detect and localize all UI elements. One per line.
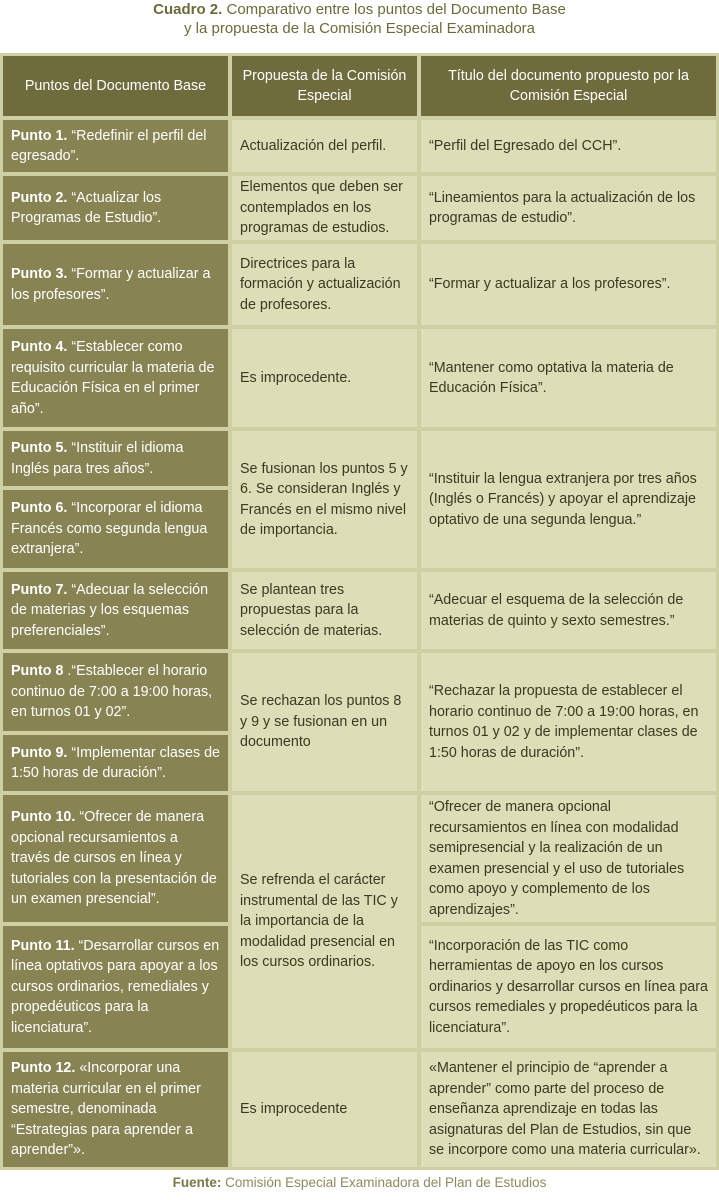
point-6-label: Punto 6. — [11, 500, 68, 517]
title-1 — [421, 120, 716, 172]
point-7-text: “Adecuar la selección de materias y los esquemas preferenciales”. — [11, 581, 209, 639]
title-5-6-text: “Instituir la lengua extranjera por tres años (Inglés o Francés) y apoyar el aprendizaje optativo de una segunda lengua.” — [429, 470, 697, 528]
proposal-8-9 — [232, 653, 417, 791]
title-4-text: “Mantener como optativa la materia de Educación Física”. — [429, 359, 674, 396]
point-10-label: Punto 10. — [11, 809, 76, 826]
title-8-9 — [421, 653, 716, 791]
title-2-text: “Lineamientos para la actualización de los programas de estudio”. — [429, 189, 696, 226]
header-title-text: Título del documento propuesto por la Comisión Especial — [448, 67, 689, 104]
title-4 — [421, 329, 716, 427]
point-12-text: «Incorporar una materia curricular en el primer semestre, denominada “Estrategias para aprender a aprender”». — [11, 1060, 201, 1159]
comparison-table — [0, 53, 719, 1170]
point-10 — [3, 795, 228, 922]
proposal-12 — [232, 1052, 417, 1167]
point-3 — [3, 244, 228, 325]
proposal-2 — [232, 176, 417, 240]
title-3-text: “Formar y actualizar a los profesores”. — [429, 276, 671, 293]
title-3 — [421, 244, 716, 325]
proposal-2-text: Elementos que deben ser contemplados en los programas de estudios. — [240, 179, 403, 237]
caption-label: Cuadro 2. — [153, 1, 223, 18]
point-3-label: Punto 3. — [11, 266, 68, 282]
source-note — [0, 1175, 719, 1190]
point-9 — [3, 735, 228, 791]
header-proposal — [232, 56, 417, 116]
point-4-text: “Establecer como requisito curricular la materia de Educación Física en el primer año”. — [11, 339, 215, 417]
proposal-10-11-text: Se refrenda el carácter instrumental de las TIC y la importancia de la modalidad presencial en los cursos ordinarios. — [240, 872, 398, 971]
proposal-7 — [232, 572, 417, 649]
proposal-8-9-text: Se rechazan los puntos 8 y 9 y se fusionan en un documento — [240, 693, 402, 751]
source-text: Comisión Especial Examinadora del Plan de Estudios — [221, 1175, 547, 1190]
point-1-text: “Redefinir el perfil del egresado”. — [11, 127, 207, 164]
proposal-5-6 — [232, 431, 417, 568]
caption-line-2: y la propuesta de la Comisión Especial Examinadora — [183, 20, 536, 37]
header-points-text: Puntos del Documento Base — [24, 77, 207, 94]
point-2 — [3, 176, 228, 240]
proposal-10-11 — [232, 795, 417, 1048]
title-7-text: “Adecuar el esquema de la selección de materias de quinto y sexto semestres.” — [429, 592, 684, 629]
table-caption — [0, 0, 719, 44]
point-8 — [3, 653, 228, 731]
title-8-9-text: “Rechazar la propuesta de establecer el horario continuo de 7:00 a 19:00 horas, en turnos 01 y 02 y de implementar clases de 1:50 horas de duración”. — [429, 683, 699, 761]
point-7 — [3, 572, 228, 649]
point-7-label: Punto 7. — [11, 581, 68, 598]
proposal-3 — [232, 244, 417, 325]
point-3-text: “Formar y actualizar a los profesores”. — [11, 266, 211, 303]
proposal-4-text: Es improcedente. — [240, 369, 352, 386]
header-proposal-text: Propuesta de la Comisión Especial — [242, 67, 407, 104]
source-label: Fuente: — [172, 1175, 222, 1190]
point-8-label: Punto 8 — [11, 663, 64, 680]
point-5-text: “Instituir el idioma Inglés para tres años”. — [11, 440, 184, 477]
proposal-12-text: Es improcedente — [240, 1101, 348, 1118]
point-9-text: “Implementar clases de 1:50 horas de duración”. — [11, 744, 220, 781]
proposal-3-text: Directrices para la formación y actualización de profesores. — [240, 255, 401, 313]
point-6 — [3, 490, 228, 568]
point-11-text: “Desarrollar cursos en línea optativos para apoyar a los cursos ordinarios, remediales y propedéuticos para la licenciatura”. — [11, 937, 220, 1036]
proposal-5-6-text: Se fusionan los puntos 5 y 6. Se consideran Inglés y Francés en el mismo nivel de importancia. — [240, 460, 408, 538]
caption-line-1 — [0, 0, 719, 19]
proposal-1 — [232, 120, 417, 172]
point-2-label: Punto 2. — [11, 189, 68, 206]
header-title — [421, 56, 716, 116]
proposal-7-text: Se plantean tres propuestas para la selección de materias. — [240, 581, 383, 639]
point-4 — [3, 329, 228, 427]
proposal-4 — [232, 329, 417, 427]
title-5-6 — [421, 431, 716, 568]
title-11-text: “Incorporación de las TIC como herramientas de apoyo en los cursos ordinarios y desarrollar cursos en línea para cursos remediales y propedéuticos para la licenciatura”. — [429, 937, 708, 1036]
point-9-label: Punto 9. — [11, 744, 68, 761]
point-10-text: “Ofrecer de manera opcional recursamientos a través de cursos en línea y tutoriales con la presentación de un examen presencial”. — [11, 809, 217, 908]
point-5-label: Punto 5. — [11, 440, 68, 456]
title-10-text: “Ofrecer de manera opcional recursamientos en línea con modalidad semipresencial y la realización de un examen presencial y el uso de tutoriales como apoyo y complemento de los aprendizajes”. — [429, 799, 685, 918]
title-11 — [421, 926, 716, 1048]
header-points — [3, 56, 228, 116]
point-12 — [3, 1052, 228, 1167]
point-11-label: Punto 11. — [11, 937, 75, 954]
title-10 — [421, 795, 716, 922]
point-5 — [3, 431, 228, 486]
title-2 — [421, 176, 716, 240]
point-1 — [3, 120, 228, 172]
title-1-text: “Perfil del Egresado del CCH”. — [429, 137, 622, 154]
title-12 — [421, 1052, 716, 1167]
point-6-text: “Incorporar el idioma Francés como segunda lengua extranjera”. — [11, 500, 208, 558]
point-11 — [3, 926, 228, 1048]
proposal-1-text: Actualización del perfil. — [240, 137, 387, 154]
title-12-text: «Mantener el principio de “aprender a aprender” como parte del proceso de enseñanza aprendizaje en todas las asignaturas del Plan de Estudios, sin que se incorpore como una materia curricular». — [429, 1060, 701, 1159]
point-4-label: Punto 4. — [11, 339, 68, 355]
point-2-text: “Actualizar los Programas de Estudio”. — [11, 189, 162, 226]
title-7 — [421, 572, 716, 649]
caption-text-1: Comparativo entre los puntos del Documento Base — [226, 1, 566, 18]
point-1-label: Punto 1. — [11, 127, 68, 144]
point-12-label: Punto 12. — [11, 1060, 76, 1077]
point-8-text: .“Establecer el horario continuo de 7:00 a 19:00 horas, en turnos 01 y 02”. — [11, 663, 213, 721]
